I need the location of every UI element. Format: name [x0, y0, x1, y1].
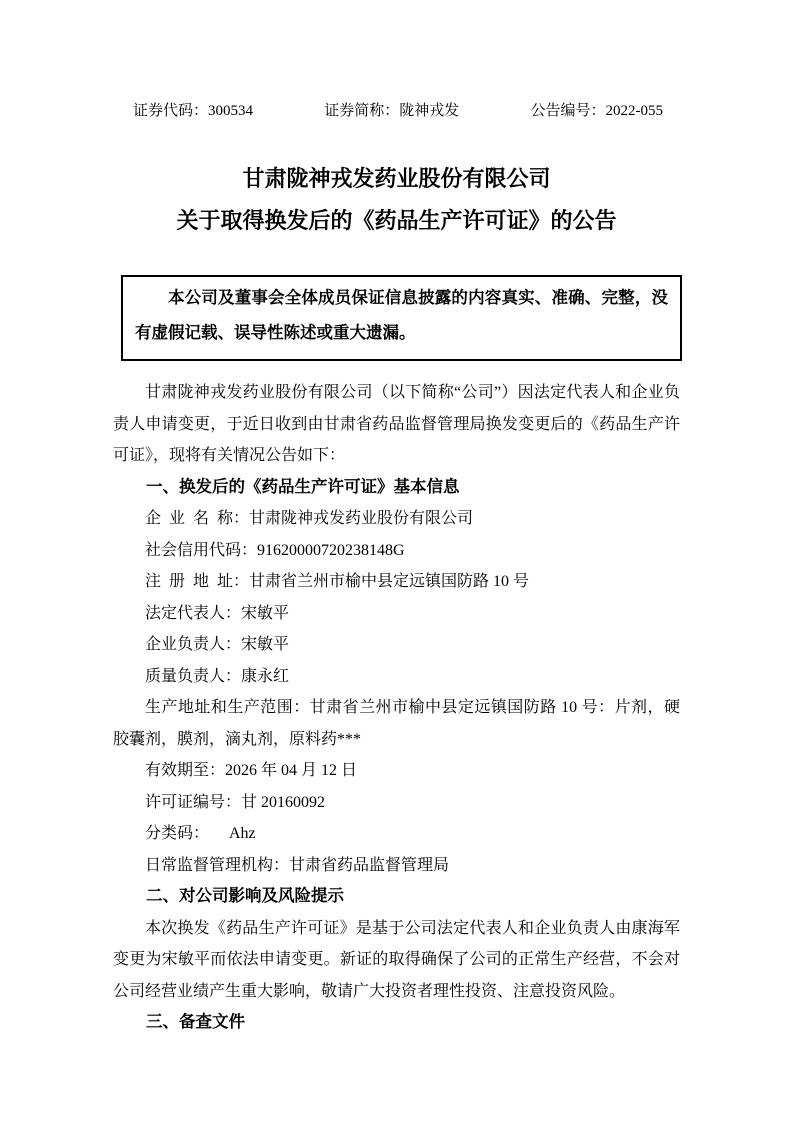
- section1-heading: 一、换发后的《药品生产许可证》基本信息: [146, 477, 460, 496]
- announcement-title: 关于取得换发后的《药品生产许可证》的公告: [176, 208, 617, 233]
- license-item-valid-until: 有效期至：2026 年 04 月 12 日: [145, 762, 358, 779]
- section3-heading: 三、备查文件: [146, 1013, 245, 1031]
- license-item-quality-head: 质量负责人：康永红: [145, 667, 290, 685]
- license-item-legal-representative: 法定代表人：宋敏平: [145, 604, 290, 622]
- disclaimer-box: [121, 275, 682, 361]
- intro-paragraph: 甘肃陇神戎发药业股份有限公司（以下简称“公司”）因法定代表人和企业负责人申请变更，于近日收到由甘肃省药品监督管理局换发变更后的《药品生产许可证》，现将有关情况公告如下：: [113, 384, 680, 464]
- company-name-title: 甘肃陇神戎发药业股份有限公司: [242, 166, 551, 191]
- license-item-license-number: 许可证编号：甘 20160092: [145, 793, 326, 811]
- section2-heading: 二、对公司影响及风险提示: [146, 887, 344, 905]
- license-item-classification-code: 分类码： Ahz: [145, 825, 256, 842]
- license-item-supervision-authority: 日常监督管理机构：甘肃省药品监督管理局: [145, 856, 450, 874]
- stock-code: 证券代码：300534: [133, 103, 254, 119]
- license-item-credit-code: 社会信用代码：91620000720238148G: [145, 541, 405, 559]
- document-header: [133, 100, 663, 122]
- section2-paragraph: 本次换发《药品生产许可证》是基于公司法定代表人和企业负责人由康海军变更为宋敏平而依法申请变更。新证的取得确保了公司的正常生产经营，不会对公司经营业绩产生重大影响，敬请广大投资者理性投资、注意投资风险。: [113, 919, 680, 1000]
- announcement-number: 公告编号：2022-055: [530, 103, 663, 119]
- license-item-company-name: 企 业 名 称：甘肃陇神戎发药业股份有限公司: [145, 510, 474, 527]
- license-item-enterprise-head: 企业负责人：宋敏平: [145, 636, 290, 653]
- document-body: [113, 377, 680, 1039]
- license-item-production-scope: 生产地址和生产范围：甘肃省兰州市榆中县定远镇国防路 10 号：片剂，硬胶囊剂，膜剂，滴丸剂，原料药***: [113, 699, 680, 748]
- license-item-registered-address: 注 册 地 址：甘肃省兰州市榆中县定远镇国防路 10 号: [145, 573, 530, 590]
- disclaimer-text: 本公司及董事会全体成员保证信息披露的内容真实、准确、完整，没有虚假记载、误导性陈述或重大遗漏。: [135, 289, 668, 342]
- stock-short-name: 证券简称：陇神戎发: [324, 103, 460, 119]
